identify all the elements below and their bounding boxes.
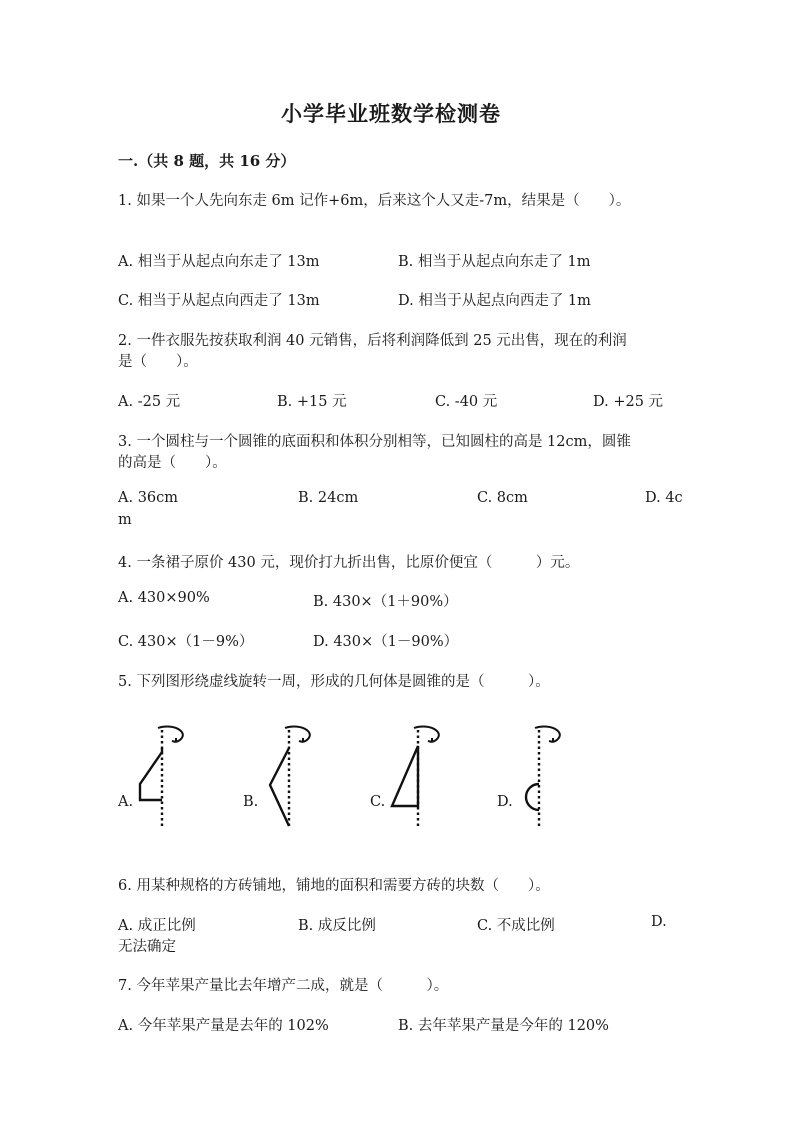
question-2-text-line-1: 2. 一件衣服先按获取利润 40 元销售，后将利润降低到 25 元出售，现在的利润 xyxy=(118,333,627,349)
q3-option-b[interactable]: B. 24cm xyxy=(298,490,359,506)
q3-option-c[interactable]: C. 8cm xyxy=(477,490,528,506)
q1-option-a[interactable]: A. 相当于从起点向东走了 13m xyxy=(118,254,320,270)
q3-option-d-wrap: m xyxy=(118,512,132,528)
q1-option-d[interactable]: D. 相当于从起点向西走了 1m xyxy=(398,293,591,309)
q2-option-a[interactable]: A. -25 元 xyxy=(118,394,181,410)
q5-figure-d-shape xyxy=(512,720,572,830)
question-1-text: 1. 如果一个人先向东走 6m 记作+6m，后来这个人又走-7m，结果是（ ）。 xyxy=(118,193,631,209)
q1-option-b[interactable]: B. 相当于从起点向东走了 1m xyxy=(398,254,591,270)
q5-figure-a-shape xyxy=(130,720,190,830)
q4-option-d[interactable]: D. 430×（1－90%） xyxy=(313,634,459,650)
q3-option-a[interactable]: A. 36cm xyxy=(118,490,179,506)
question-2-text-line-2: 是（ ）。 xyxy=(118,354,198,370)
q6-option-c[interactable]: C. 不成比例 xyxy=(477,918,555,934)
q7-option-b[interactable]: B. 去年苹果产量是今年的 120% xyxy=(398,1018,609,1034)
question-3-text-line-2: 的高是（ ）。 xyxy=(118,455,227,471)
q6-option-a[interactable]: A. 成正比例 xyxy=(118,918,196,934)
question-6-text: 6. 用某种规格的方砖铺地，铺地的面积和需要方砖的块数（ ）。 xyxy=(118,878,550,894)
q4-option-a[interactable]: A. 430×90% xyxy=(118,590,210,606)
q2-option-d[interactable]: D. +25 元 xyxy=(593,394,664,410)
question-5-text: 5. 下列图形绕虚线旋转一周，形成的几何体是圆锥的是（ ）。 xyxy=(118,674,550,690)
q4-option-b[interactable]: B. 430×（1＋90%） xyxy=(313,594,458,610)
q6-option-b[interactable]: B. 成反比例 xyxy=(298,918,376,934)
q2-option-c[interactable]: C. -40 元 xyxy=(435,394,498,410)
page-title: 小学毕业班数学检测卷 xyxy=(281,101,501,126)
question-4-text: 4. 一条裙子原价 430 元，现价打九折出售，比原价便宜（ ）元。 xyxy=(118,555,580,571)
q7-option-a[interactable]: A. 今年苹果产量是去年的 102% xyxy=(118,1018,329,1034)
q3-option-d[interactable]: D. 4c xyxy=(645,490,683,506)
q5-figure-b-label[interactable]: B. xyxy=(243,794,259,810)
section-heading: 一.（共 8 题，共 16 分） xyxy=(118,152,296,170)
q5-figure-a-label[interactable]: A. xyxy=(118,794,134,810)
q5-figure-c-shape xyxy=(384,720,444,830)
q1-option-c[interactable]: C. 相当于从起点向西走了 13m xyxy=(118,293,320,309)
q6-option-d-wrap: 无法确定 xyxy=(118,939,176,955)
q5-figure-d-label[interactable]: D. xyxy=(497,794,513,810)
q5-figure-b-shape xyxy=(258,720,318,830)
q4-option-c[interactable]: C. 430×（1－9%） xyxy=(118,634,254,650)
q6-option-d[interactable]: D. xyxy=(651,914,667,930)
question-7-text: 7. 今年苹果产量比去年增产二成，就是（ ）。 xyxy=(118,978,449,994)
question-3-text-line-1: 3. 一个圆柱与一个圆锥的底面积和体积分别相等，已知圆柱的高是 12cm，圆锥 xyxy=(118,434,631,450)
q2-option-b[interactable]: B. +15 元 xyxy=(277,394,347,410)
q5-figure-c-label[interactable]: C. xyxy=(370,794,386,810)
